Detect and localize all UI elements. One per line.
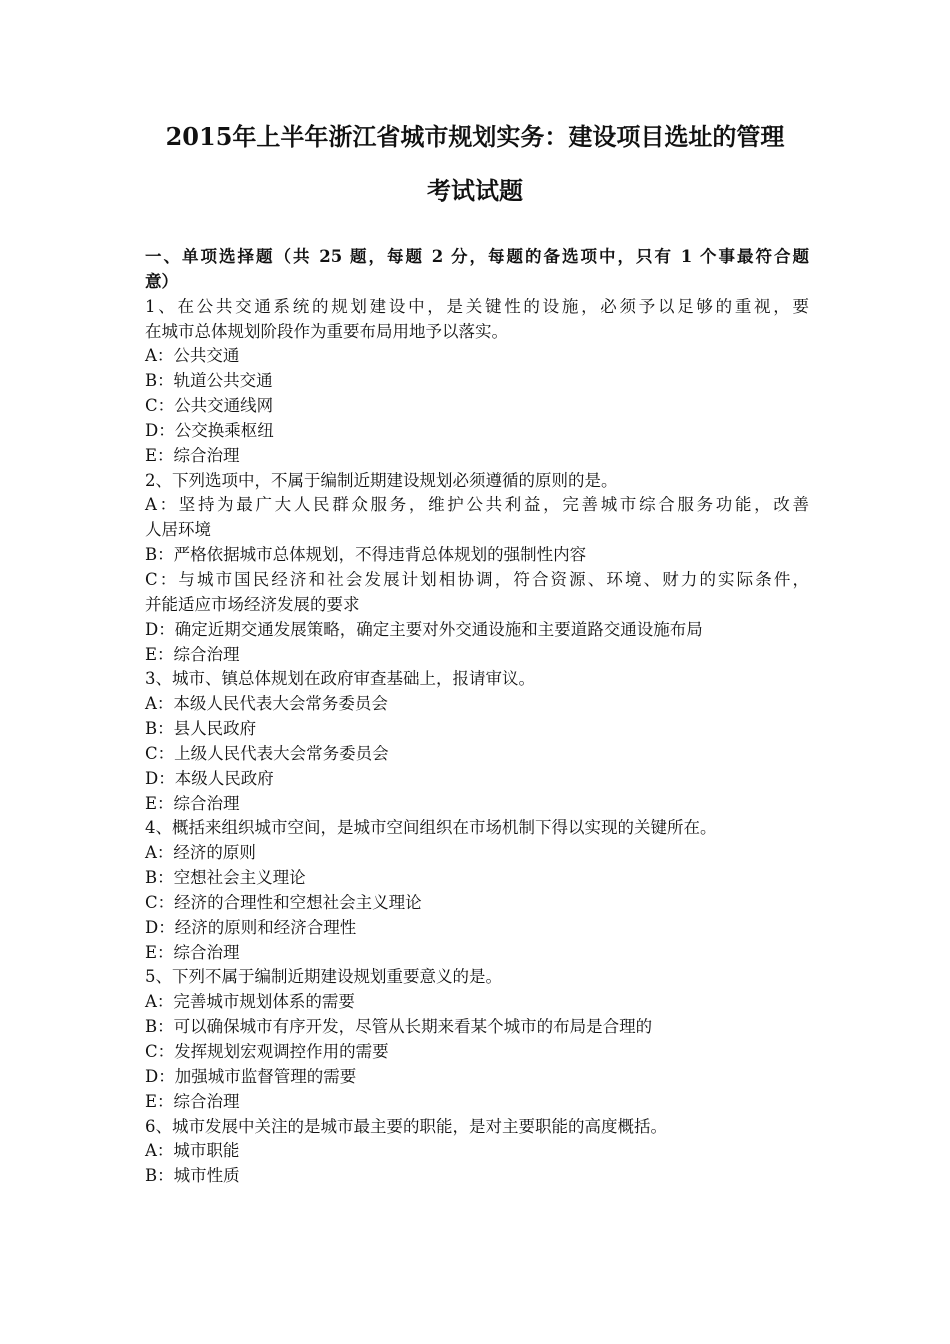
question-1 <box>145 295 809 469</box>
question-2 <box>145 469 809 668</box>
question-4 <box>145 816 809 965</box>
answer-option: E：综合治理 <box>145 1091 240 1111</box>
question-3 <box>145 667 809 816</box>
question-5 <box>145 965 809 1114</box>
answer-option: A：城市职能 <box>145 1141 240 1161</box>
answer-option: B：严格依据城市总体规划，不得违背总体规划的强制性内容 <box>145 545 587 565</box>
answer-option: D：本级人民政府 <box>145 768 274 788</box>
answer-option: A：坚持为最广大人民群众服务，维护公共利益，完善城市综合服务功能，改善 <box>145 495 809 515</box>
answer-option: A：完善城市规划体系的需要 <box>145 992 355 1012</box>
answer-option: D：确定近期交通发展策略，确定主要对外交通设施和主要道路交通设施布局 <box>145 619 703 639</box>
section-heading-line-2: 意） <box>145 271 178 291</box>
answer-option: E：综合治理 <box>145 644 240 664</box>
answer-option: B：城市性质 <box>145 1166 240 1186</box>
answer-option: C：公共交通线网 <box>145 396 274 416</box>
answer-option: D：公交换乘枢纽 <box>145 420 274 440</box>
answer-option: B：轨道公共交通 <box>145 371 273 391</box>
answer-option-continuation: 并能适应市场经济发展的要求 <box>145 594 360 614</box>
question-stem-line: 在城市总体规划阶段作为重要布局用地予以落实。 <box>145 321 508 341</box>
answer-option: D：加强城市监督管理的需要 <box>145 1066 357 1086</box>
document-body <box>145 245 809 1189</box>
answer-option: C：经济的合理性和空想社会主义理论 <box>145 892 422 912</box>
answer-option: E：综合治理 <box>145 445 240 465</box>
answer-option: A：经济的原则 <box>145 843 256 863</box>
document-title-line-2: 考试试题 <box>427 176 523 205</box>
answer-option: E：综合治理 <box>145 942 240 962</box>
answer-option: C：与城市国民经济和社会发展计划相协调，符合资源、环境、财力的实际条件， <box>145 569 809 589</box>
answer-option: A：公共交通 <box>145 346 240 366</box>
question-stem-line: 6、城市发展中关注的是城市最主要的职能，是对主要职能的高度概括。 <box>145 1116 667 1136</box>
section-heading-line-1: 一、单项选择题（共 25 题，每题 2 分，每题的备选项中，只有 1 个事最符合题 <box>145 247 809 266</box>
question-stem-line: 1、在公共交通系统的规划建设中，是关键性的设施，必须予以足够的重视，要 <box>145 296 809 316</box>
question-6 <box>145 1115 809 1190</box>
answer-option: C：上级人民代表大会常务委员会 <box>145 743 389 763</box>
answer-option: E：综合治理 <box>145 793 240 813</box>
answer-option: C：发挥规划宏观调控作用的需要 <box>145 1042 389 1061</box>
question-stem-line: 5、下列不属于编制近期建设规划重要意义的是。 <box>145 967 502 987</box>
answer-option: D：经济的原则和经济合理性 <box>145 917 357 937</box>
document-title-line-1: 2015年上半年浙江省城市规划实务：建设项目选址的管理 <box>165 122 785 151</box>
answer-option: A：本级人民代表大会常务委员会 <box>145 694 388 714</box>
question-stem-line: 4、概括来组织城市空间，是城市空间组织在市场机制下得以实现的关键所在。 <box>145 818 717 838</box>
question-stem-line: 2、下列选项中，不属于编制近期建设规划必须遵循的原则的是。 <box>145 470 618 490</box>
answer-option: B：县人民政府 <box>145 719 257 739</box>
answer-option: B：可以确保城市有序开发，尽管从长期来看某个城市的布局是合理的 <box>145 1017 653 1037</box>
answer-option-continuation: 人居环境 <box>145 520 211 540</box>
question-stem-line: 3、城市、镇总体规划在政府审查基础上，报请审议。 <box>145 669 535 689</box>
answer-option: B：空想社会主义理论 <box>145 868 306 888</box>
